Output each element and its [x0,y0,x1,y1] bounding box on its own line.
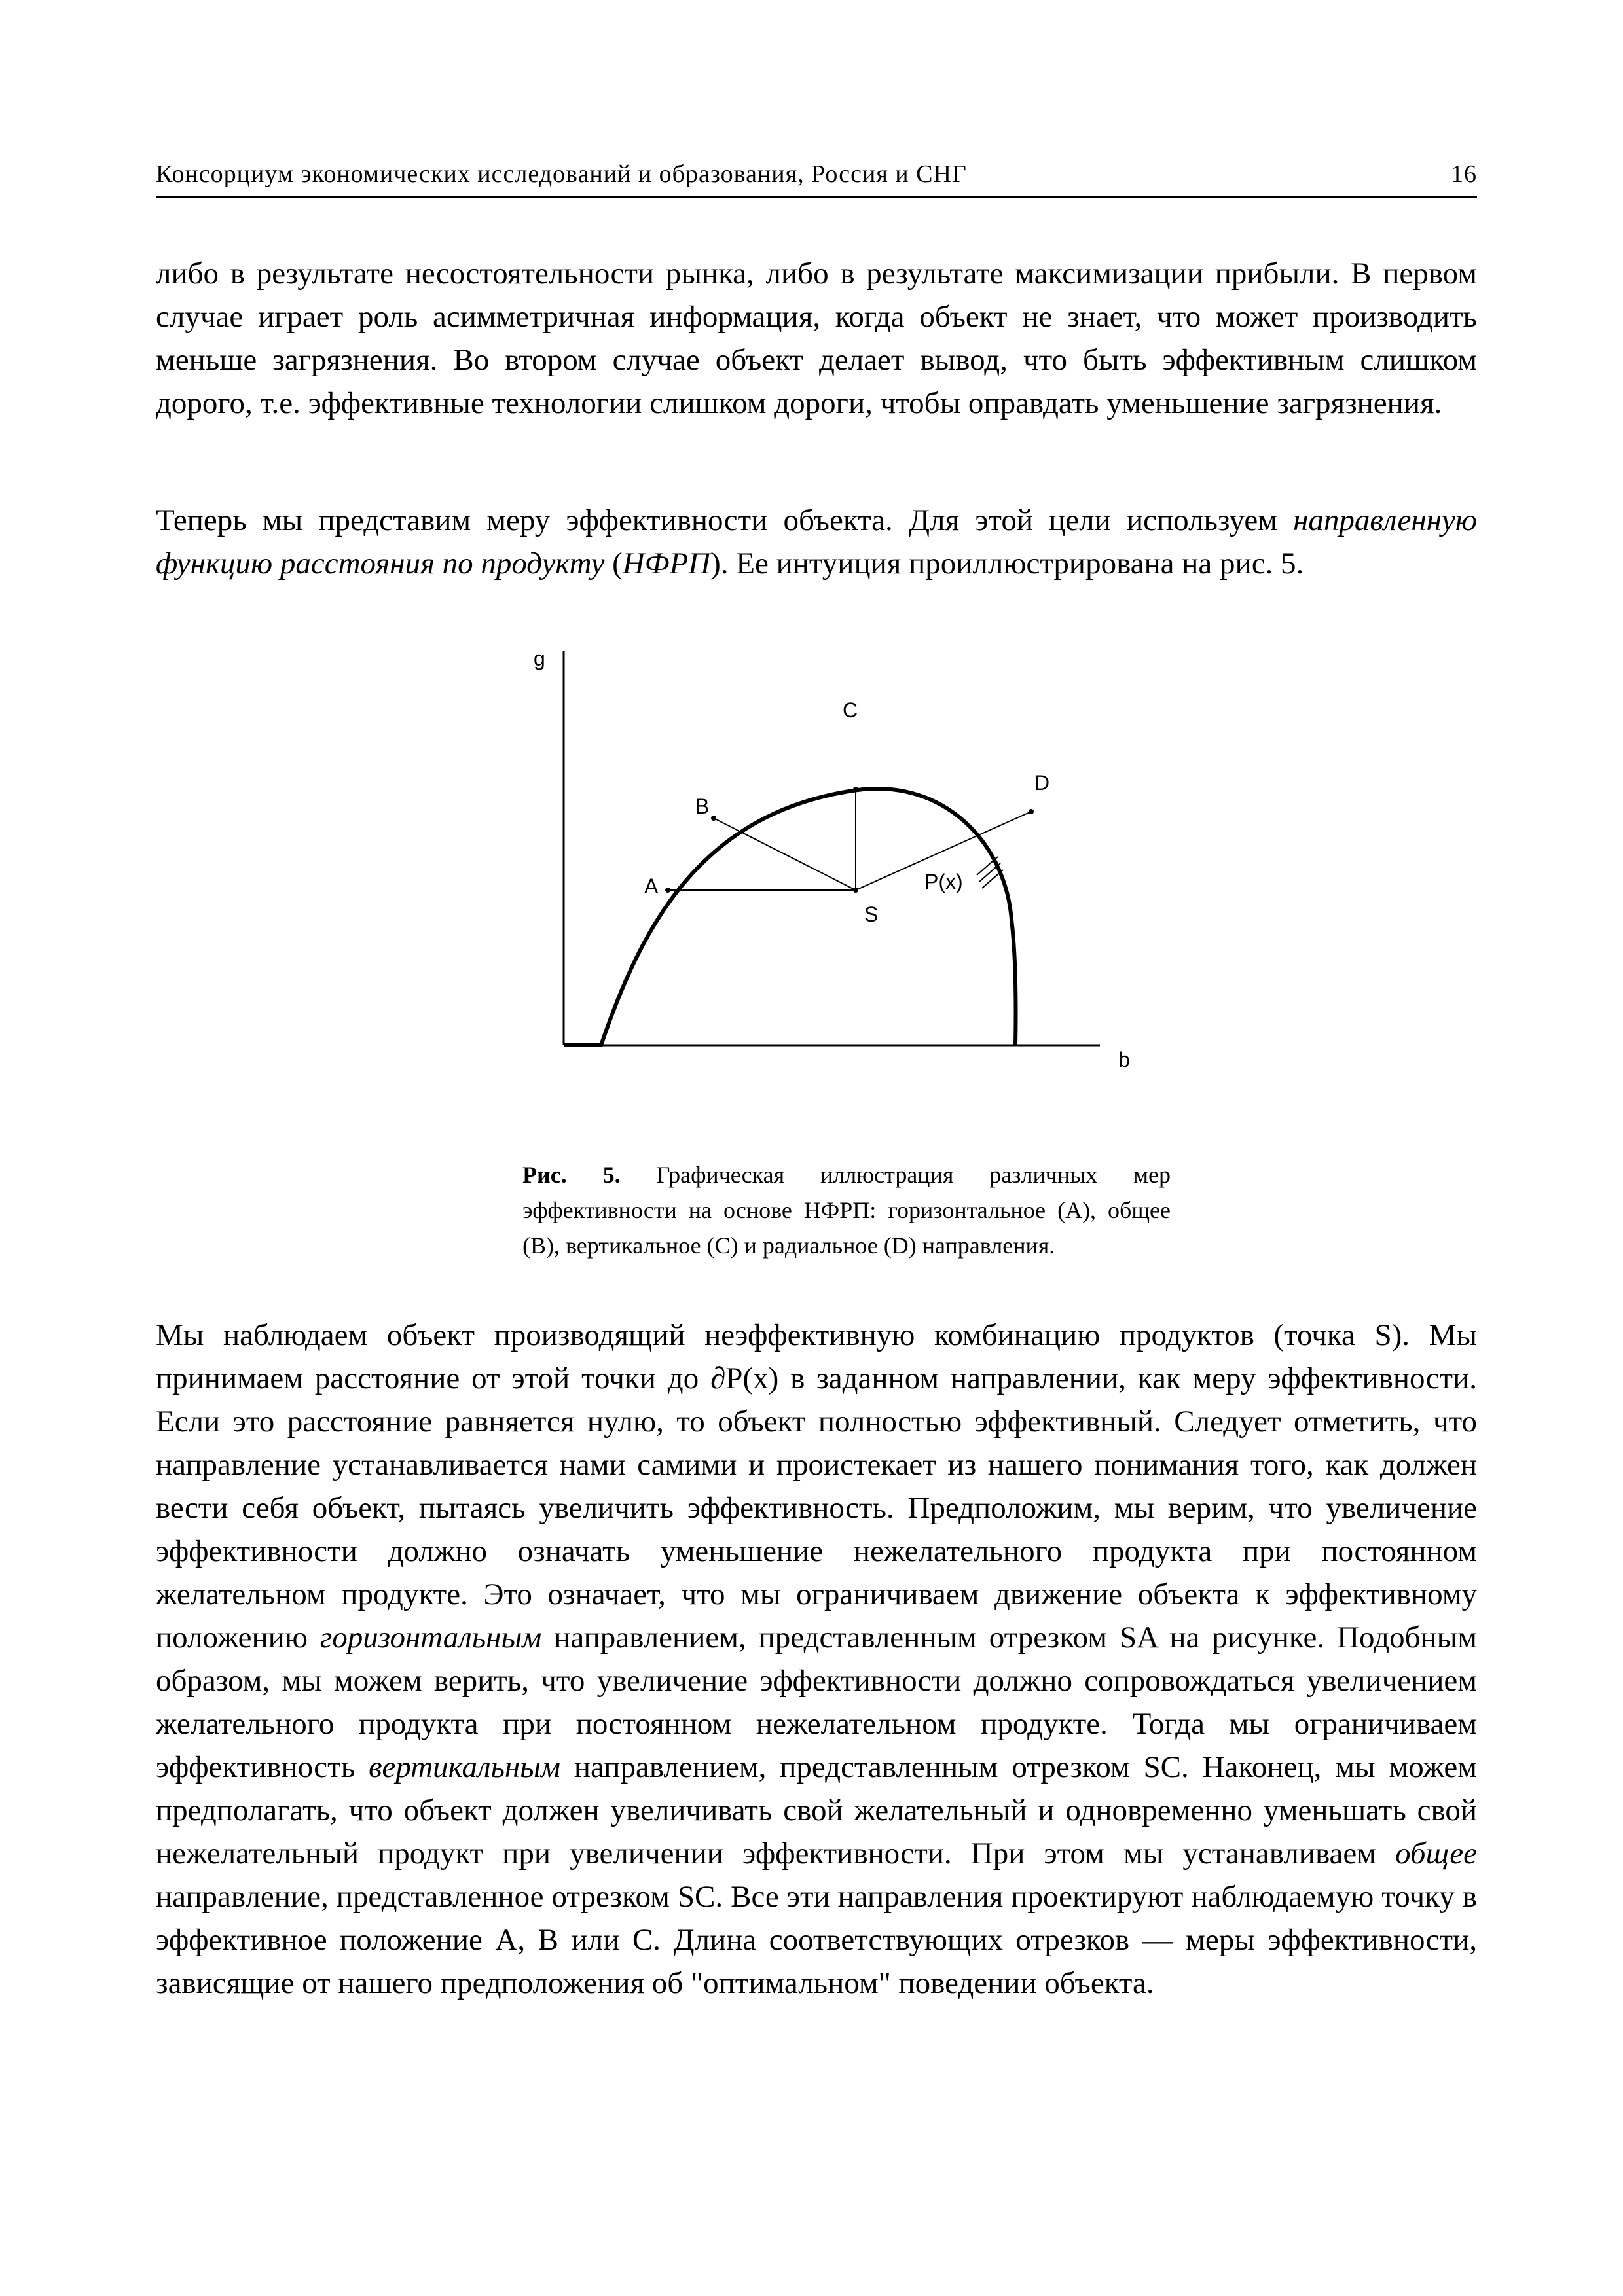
paragraph-1: либо в результате несостоятельности рынка, либо в результате максимизации прибыли. В первом случае играет роль асимметричная информация, когда объект не знает, что может производить меньше загрязнения. Во втором случае объект делает вывод, что быть эффективным слишком дорого, т.е. эффективные технологии слишком дороги, чтобы оправдать уменьшение загрязнения. [156,257,1477,420]
paragraph-3-text-1: Мы наблюдаем объект производящий неэффективную комбинацию продуктов (точка S). Мы принимаем расстояние от этой точки до ∂P(x) в заданном направлении, как меру эффективности. Если это расстояние равняется нулю, то объект полностью эффективный. Следует отметить, что направление устанавливается нами самими и проистекает из нашего понимания того, как должен вести себя объект, пытаясь увеличить эффективность. Предположим, мы верим, что увеличение эффективности должно означать уменьшение нежелательного продукта при постоянном желательном продукте. Это означает, что мы ограничиваем движение объекта к эффективному положению [156,1318,1477,1655]
point-s-label: S [864,903,879,926]
paragraph-2-italic-2: НФРП [622,547,711,581]
paragraph-3-text-3: направлением, представленным отрезком SC. Наконец, мы можем предполагать, что объект должен увеличивать свой желательный и одновременно уменьшать свой нежелательный продукт при увеличении эффективности. При этом мы устанавливаем [156,1750,1477,1871]
point-d-label: D [1034,771,1050,795]
page-header [156,156,1477,198]
point-d [1029,809,1034,814]
figure-caption [522,1157,1171,1263]
paragraph-2 [156,499,1477,585]
frontier-label: P(x) [924,870,963,893]
paragraph-3 [156,1314,1477,2005]
segment-sb [714,818,856,890]
paragraph-2-text-2: ( [604,547,623,581]
frontier-hatch-3 [982,870,1003,888]
point-c-label: C [843,698,858,722]
paragraph-3-italic-3: общее [1395,1837,1477,1871]
paragraph-3-text-2: направлением, представленным отрезком SA на рисунке. Подобным образом, мы можем верить, что увеличение эффективности должно сопровождаться увеличением желательного продукта при постоянном нежелательном продукте. Тогда мы ограничиваем эффективность [156,1621,1477,1784]
paragraph-3-italic-1: горизонтальным [319,1621,542,1655]
point-b [711,816,716,821]
paragraph-2-italic-1: направленную функцию расстояния по продукту [156,503,1477,581]
point-a-label: A [644,874,659,898]
frontier-hatch-2 [979,863,1000,882]
paragraph-3-text-4: направление, представленное отрезком SC. Все эти направления проектируют наблюдаемую точку в эффективное положение A, B или C. Длина соответствующих отрезков — меры эффективности, зависящие от нашего предположения об "оптимальном" поведении объекта. [156,1880,1478,2000]
x-axis-label: b [1118,1048,1130,1071]
paragraph-2-text-3: ). Ее интуиция проиллюстрирована на рис. 5. [710,547,1304,581]
frontier-curve [564,789,1015,1045]
page-number: 16 [1451,160,1477,188]
caption-text: Графическая иллюстрация различных мер эффективности на основе НФРП: горизонтальное (A), общее (B), вертикальное (C) и радиальное (D) направления. [522,1162,1171,1259]
caption-label: Рис. 5. [522,1162,621,1188]
frontier-hatch-1 [977,857,998,875]
point-b-label: B [695,795,710,818]
figure-5 [517,645,1146,1090]
figure-5-diagram [517,645,1146,1090]
header-title: Консорциум экономических исследований и образования, Россия и СНГ [156,160,967,188]
point-s [853,888,858,893]
paragraph-3-italic-2: вертикальным [369,1750,560,1784]
point-a [665,888,670,893]
point-c [853,787,858,792]
paragraph-2-text-1: Теперь мы представим меру эффективности объекта. Для этой цели используем [156,503,1294,537]
y-axis-label: g [534,647,545,670]
